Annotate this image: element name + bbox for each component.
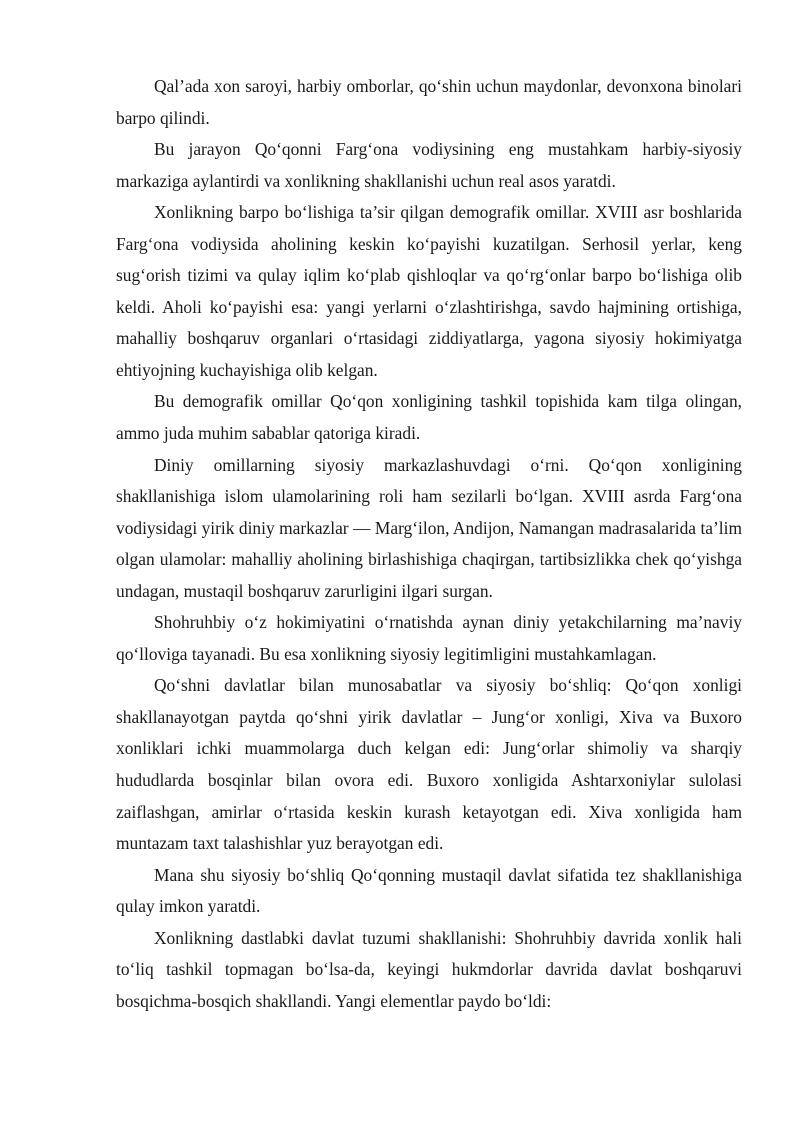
paragraph-3: Xonlikning barpo bo‘lishiga ta’sir qilgan demografik omillar. XVIII asr boshlarida Farg‘ona vodiysida aholining keskin ko‘payishi kuzatilgan. Serhosil yerlar, keng sug‘orish tizimi va qulay iqlim ko‘plab qishloqlar va qo‘rg‘onlar barpo bo‘lishiga olib keldi. Aholi ko‘payishi esa: yangi yerlarni o‘zlashtirishga, savdo hajmining ortishiga, mahalliy boshqaruv organlari o‘rtasidagi ziddiyatlarga, yagona siyosiy hokimiyatga ehtiyojning kuchayishiga olib kelgan. <box>116 202 742 380</box>
document-page <box>116 71 742 1017</box>
paragraph-5: Diniy omillarning siyosiy markazlashuvdagi o‘rni. Qo‘qon xonligining shakllanishiga islom ulamolarining roli ham sezilarli bo‘lgan. XVIII asrda Farg‘ona vodiysidagi yirik diniy markazlar — Marg‘ilon, Andijon, Namangan madrasalarida ta’lim olgan ulamolar: mahalliy aholining birlashishiga chaqirgan, tartibsizlikka chek qo‘yishga undagan, mustaqil boshqaruv zarurligini ilgari surgan. <box>116 454 742 601</box>
paragraph-7: Qo‘shni davlatlar bilan munosabatlar va siyosiy bo‘shliq: Qo‘qon xonligi shakllanayotgan paytda qo‘shni yirik davlatlar – Jung‘or xonligi, Xiva va Buxoro xonliklari ichki muammolarga duch kelgan edi: Jung‘orlar shimoliy va sharqiy hududlarda bosqinlar bilan ovora edi. Buxoro xonligida Ashtarxoniylar sulolasi zaiflashgan, amirlar o‘rtasida keskin kurash ketayotgan edi. Xiva xonligida ham muntazam taxt talashishlar yuz berayotgan edi. <box>116 675 742 854</box>
paragraph-4: Bu demografik omillar Qo‘qon xonligining tashkil topishida kam tilga olingan, ammo juda muhim sabablar qatoriga kiradi. <box>116 391 742 444</box>
paragraph-1: Qal’ada xon saroyi, harbiy omborlar, qo‘shin uchun maydonlar, devonxona binolari barpo qilindi. <box>116 76 742 128</box>
paragraph-8: Mana shu siyosiy bo‘shliq Qo‘qonning mustaqil davlat sifatida tez shakllanishiga qulay imkon yaratdi. <box>116 864 742 917</box>
paragraph-6: Shohruhbiy o‘z hokimiyatini o‘rnatishda aynan diniy yetakchilarning ma’naviy qo‘lloviga tayanadi. Bu esa xonlikning siyosiy legitimligini mustahkamlagan. <box>116 612 742 664</box>
paragraph-2: Bu jarayon Qo‘qonni Farg‘ona vodiysining eng mustahkam harbiy-siyosiy markaziga aylantirdi va xonlikning shakllanishi uchun real asos yaratdi. <box>116 139 742 191</box>
paragraph-9: Xonlikning dastlabki davlat tuzumi shakllanishi: Shohruhbiy davrida xonlik hali to‘liq tashkil topmagan bo‘lsa-da, keyingi hukmdorlar davrida davlat boshqaruvi bosqichma-bosqich shakllandi. Yangi elementlar paydo bo‘ldi: <box>116 927 742 1011</box>
